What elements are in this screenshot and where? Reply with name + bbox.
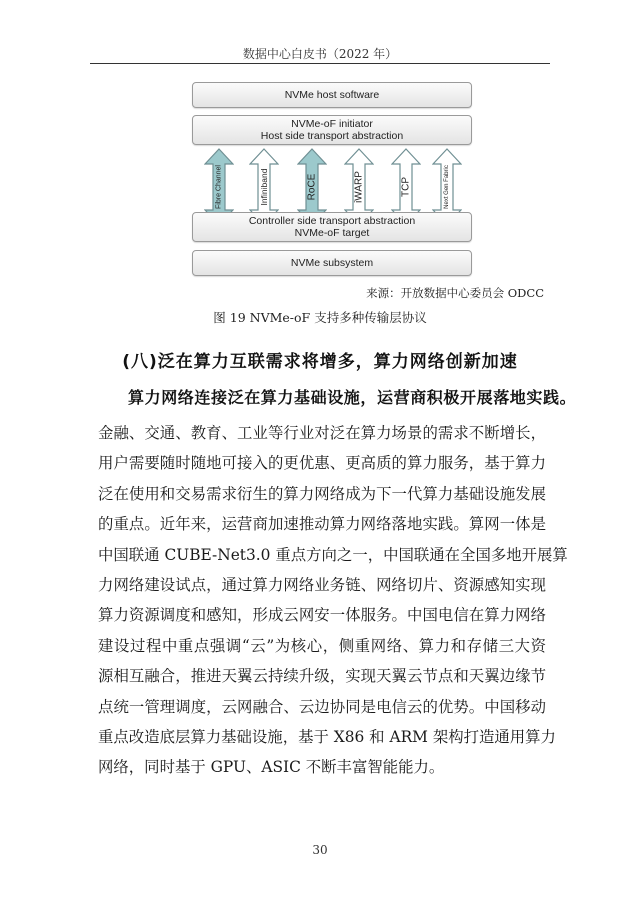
- page-number: 30: [312, 843, 328, 857]
- body-paragraph: [98, 418, 568, 783]
- running-header: 数据中心白皮书（2022 年）: [242, 47, 398, 61]
- box-controller-line-2: NVMe-oF target: [294, 227, 370, 239]
- paragraph-line: 点统一管理调度，云网融合、云边协同是电信云的优势。中国移动: [98, 697, 546, 716]
- paragraph-line: 重点改造底层算力基础设施，基于 X86 和 ARM 架构打造通用算力: [98, 727, 556, 746]
- transport-label-next-gen-fabric: Next Gen Fabric: [444, 165, 450, 209]
- paragraph-line: 金融、交通、教育、工业等行业对泛在算力场景的需求不断增长，: [98, 424, 546, 442]
- box-host-software-line: NVMe host software: [284, 89, 380, 101]
- transport-label-infiniband: Infiniband: [259, 168, 269, 206]
- paragraph-line: 泛在使用和交易需求衍生的算力网络成为下一代算力基础设施发展: [98, 484, 546, 503]
- box-controller: [192, 212, 472, 242]
- nvme-of-diagram: [192, 82, 472, 278]
- paragraph-line: 用户需要随时随地可接入的更优惠、更高质的算力服务，基于算力: [98, 454, 546, 473]
- figure-caption: 图 19 NVMe-oF 支持多种传输层协议: [213, 310, 427, 325]
- lead-sentence: 算力网络连接泛在算力基础设施，运营商积极开展落地实践。: [128, 388, 577, 407]
- figure-source: 来源：开放数据中心委员会 ODCC: [366, 286, 544, 300]
- box-host-software: [192, 82, 472, 108]
- box-controller-line-1: Controller side transport abstraction: [248, 215, 416, 227]
- box-subsystem: [192, 250, 472, 276]
- paragraph-line: 网络，同时基于 GPU、ASIC 不断丰富智能能力。: [98, 758, 445, 777]
- transport-label-roce: RoCE: [306, 173, 318, 201]
- paragraph-line: 力网络建设试点，通过算力网络业务链、网络切片、资源感知实现: [98, 575, 546, 594]
- paragraph-line: 中国联通 CUBE-Net3.0 重点方向之一，中国联通在全国多地开展算: [98, 545, 568, 564]
- box-initiator-line-2: Host side transport abstraction: [260, 130, 404, 142]
- transport-label-fibre-channel: Fibre Channel: [215, 165, 223, 209]
- header-divider: [90, 63, 550, 64]
- transport-label-iwarp: iWARP: [353, 171, 365, 203]
- transport-label-tcp: TCP: [400, 177, 412, 197]
- section-heading: (八)泛在算力互联需求将增多，算力网络创新加速: [122, 352, 518, 372]
- paragraph-line: 算力资源调度和感知，形成云网安一体服务。中国电信在算力网络: [98, 606, 546, 625]
- paragraph-line: 源相互融合，推进天翼云持续升级，实现天翼云节点和天翼边缘节: [98, 667, 546, 686]
- box-initiator: [192, 115, 472, 145]
- paragraph-line: 的重点。近年来，运营商加速推动算力网络落地实践。算网一体是: [98, 515, 546, 534]
- box-subsystem-line: NVMe subsystem: [290, 257, 374, 269]
- paragraph-line: 建设过程中重点强调“云”为核心，侧重网络、算力和存储三大资: [98, 636, 546, 655]
- box-initiator-line-1: NVMe-oF initiator: [291, 118, 373, 130]
